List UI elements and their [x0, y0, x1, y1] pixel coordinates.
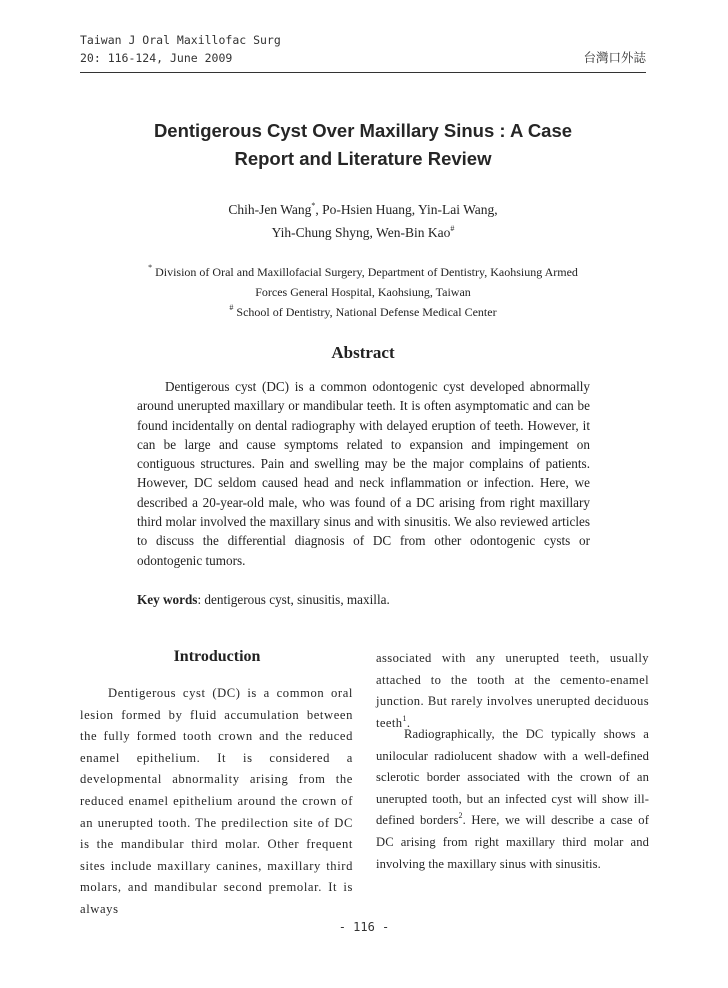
reference-2: 2	[458, 811, 463, 821]
right-paragraph-1-text: associated with any unerupted teeth, usually attached to the tooth at the cemento-enamel junction. But rarely involves unerupted deciduous teeth	[376, 651, 649, 730]
authors-line-2-text: Yih-Chung Shyng, Wen-Bin Kao	[271, 225, 451, 240]
affiliation-mark-1: *	[148, 263, 153, 272]
page-number: - 116 -	[338, 920, 390, 934]
journal-chinese-title: 台灣口外誌	[583, 50, 646, 65]
journal-issue: 20: 116-124, June 2009	[80, 51, 233, 65]
title-line-2: Report and Literature Review	[234, 148, 492, 169]
affiliation-line-3	[80, 302, 646, 322]
author-first: Chih-Jen Wang	[228, 202, 312, 217]
keywords	[137, 590, 597, 609]
authors-line-2	[80, 221, 646, 244]
keywords-text: : dentigerous cyst, sinusitis, maxilla.	[197, 592, 390, 607]
reference-1: 1	[402, 713, 407, 723]
affiliations	[80, 262, 646, 322]
introduction-right-paragraph-1	[376, 648, 649, 734]
affiliation-line-1	[80, 262, 646, 282]
authors-rest: , Po-Hsien Huang, Yin-Lai Wang,	[315, 202, 498, 217]
introduction-heading: Introduction	[173, 648, 261, 665]
author-first-mark: *	[311, 201, 316, 210]
affiliation-text-1: Division of Oral and Maxillofacial Surgery, Department of Dentistry, Kaohsiung Armed	[155, 265, 578, 279]
right-paragraph-1-end: .	[406, 715, 411, 730]
affiliation-mark-2: #	[229, 303, 234, 312]
abstract-heading: Abstract	[331, 343, 395, 362]
introduction-right-paragraph-2	[376, 724, 649, 875]
header-rule	[80, 72, 646, 73]
affiliation-line-2: Forces General Hospital, Kaohsiung, Taiwan	[255, 285, 471, 299]
article-title	[80, 117, 646, 173]
authors-line-1	[80, 198, 646, 221]
title-line-1: Dentigerous Cyst Over Maxillary Sinus : A Case	[153, 120, 573, 141]
author-last-mark: #	[450, 224, 455, 233]
keywords-label: Key words	[137, 592, 198, 607]
right-paragraph-2-end: . Here, we will describe a case of DC arising from right maxillary third molar and involving the maxillary sinus with sinusitis.	[376, 813, 649, 871]
journal-name: Taiwan J Oral Maxillofac Surg	[80, 33, 281, 47]
abstract-text: Dentigerous cyst (DC) is a common odontogenic cyst developed abnormally around unerupted maxillary or mandibular teeth. It is often asymptomatic and can be found incidentally on dental radiography with delayed eruption of teeth. However, it can be large and cause symptoms related to expansion and impingement on contiguous structures. Pain and swelling may be the major complains of patients. However, DC seldom caused head and neck inflammation or infection. Here, we described a 20-year-old male, who was found of a DC arising from right maxillary third molar involved the maxillary sinus and with sinusitis. We also reviewed articles to discuss the differential diagnosis of DC from other odontogenic cysts or odontogenic tumors.	[137, 379, 590, 568]
affiliation-text-3: School of Dentistry, National Defense Medical Center	[236, 305, 497, 319]
author-list	[80, 198, 646, 244]
right-paragraph-2-text: Radiographically, the DC typically shows a unilocular radiolucent shadow with a well-defined sclerotic border associated with the crown of an unerupted tooth, but an infected cyst will show ill-defined borders	[376, 727, 649, 828]
introduction-left-column: Dentigerous cyst (DC) is a common oral lesion formed by fluid accumulation between the fully formed tooth crown and the reduced enamel epithelium. It is considered a developmental abnormality arising from the reduced enamel epithelium around the crown of an unerupted tooth. The predilection site of DC is the mandibular third molar. Other frequent sites include maxillary canines, maxillary third molars, and mandibular second premolar. It is always	[80, 686, 353, 916]
